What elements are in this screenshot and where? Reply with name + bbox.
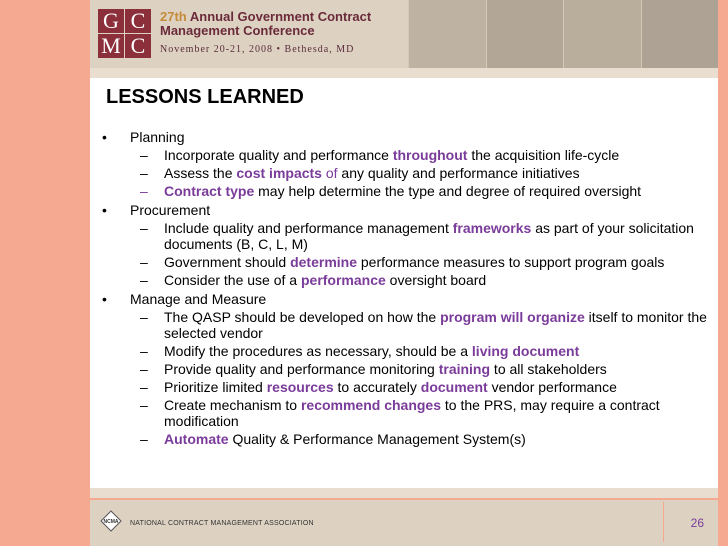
footer-divider [90,498,718,500]
photo-2 [486,0,564,68]
ncma-logo-text: NCMA [103,519,119,525]
slide-footer [90,498,718,546]
header-divider [90,68,718,78]
slide-title: LESSONS LEARNED [106,86,304,108]
right-accent-band [718,0,728,546]
logo-letter-g: G [98,9,124,33]
bullet-manage-and-measure: • Manage and Measure [102,291,267,307]
conference-date-location: November 20-21, 2008 • Bethesda, MD [160,44,355,55]
sub-bullet: – Modify the procedures as necessary, should be a living document [140,343,580,359]
conference-header [90,0,718,68]
page-number-divider [663,502,664,542]
conference-title [160,10,371,38]
sub-bullet: – Create mechanism to recommend changes to the PRS, may require a contract modification [140,397,660,429]
sub-bullet: – Include quality and performance management frameworks as part of your solicitation documents (B, C, L, M) [140,220,694,252]
conference-photo-strip [408,0,718,68]
page-number: 26 [690,516,704,530]
sub-bullet: – The QASP should be developed on how the program will organize itself to monitor the selected vendor [140,309,707,341]
conference-title-line1: Annual Government Contract [189,9,372,24]
sub-bullet: – Consider the use of a performance oversight board [140,272,487,288]
org-name: NATIONAL CONTRACT MANAGEMENT ASSOCIATION [130,520,314,527]
photo-3 [563,0,641,68]
bullet-procurement: • Procurement [102,202,211,218]
logo-letter-m: M [98,34,124,58]
logo-letter-c2: C [125,34,151,58]
sub-bullet: – Incorporate quality and performance throughout the acquisition life-cycle [140,147,620,163]
sub-bullet: – Assess the cost impacts of any quality and performance initiatives [140,165,580,181]
photo-4 [641,0,719,68]
conference-title-line2: Management Conference [160,23,315,38]
conference-number: 27th [160,9,187,24]
sub-bullet: – Contract type may help determine the type and degree of required oversight [140,183,642,199]
sub-bullet: – Provide quality and performance monitoring training to all stakeholders [140,361,607,377]
bullet-planning: • Planning [102,129,185,145]
gcmc-logo [98,9,152,59]
ncma-logo-icon [100,510,122,532]
sub-bullet: – Government should determine performance measures to support program goals [140,254,665,270]
photo-1 [408,0,486,68]
sub-bullet: – Automate Quality & Performance Management System(s) [140,431,526,447]
slide-content [90,78,718,488]
sub-bullet: – Prioritize limited resources to accurately document vendor performance [140,379,617,395]
bullet-list [102,126,710,447]
left-accent-band [0,0,90,546]
logo-letter-c: C [125,9,151,33]
